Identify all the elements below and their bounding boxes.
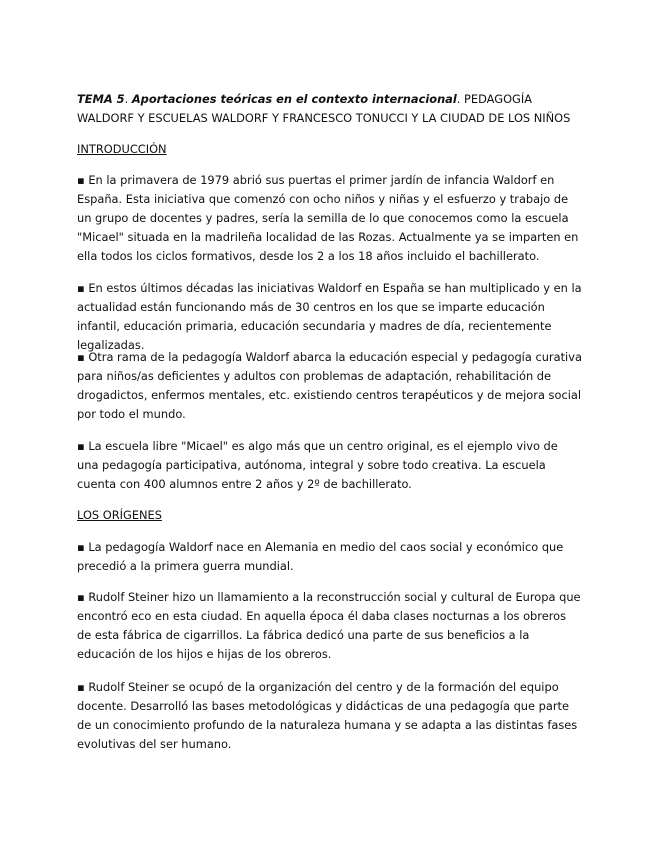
paragraph-text: ▪ La escuela libre "Micael" es algo más que un centro original, es el ejemplo vivo de una pedagogía participativa, autónoma, integral y sobre todo creativa. La escuela cuenta con 400 alumnos entre 2 años y 2º de bachillerato. bbox=[77, 439, 558, 491]
topic-label: TEMA 5 bbox=[77, 92, 125, 106]
paragraph-text: ▪ La pedagogía Waldorf nace en Alemania en medio del caos social y económico que precedió a la primera guerra mundial. bbox=[77, 540, 564, 573]
paragraph-text: ▪ En la primavera de 1979 abrió sus puertas el primer jardín de infancia Waldorf en España. Esta iniciativa que comenzó con ocho niños y niñas y el esfuerzo y trabajo de un grupo de docentes y padres, sería la semilla de lo que conocemos como la escuela "Micael" situada en la madrileña localidad de las Rozas. Actualmente ya se imparten en ella todos los ciclos formativos, desde los 2 a los 18 años incluido el bachillerato. bbox=[77, 173, 579, 263]
topic-bold-title: Aportaciones teóricas en el contexto internacional bbox=[131, 92, 457, 106]
title-separator: . bbox=[124, 92, 132, 106]
paragraph-text: ▪ Otra rama de la pedagogía Waldorf abarca la educación especial y pedagogía curativa para niños/as deficientes y adultos con problemas de adaptación, rehabilitación de drogadictos, enfermos mentales, etc. existiendo centros terapéuticos y de mejora social por todo el mundo. bbox=[77, 350, 582, 421]
section-heading-origenes: LOS ORÍGENES bbox=[77, 508, 162, 522]
paragraph bbox=[77, 437, 582, 494]
paragraph-text: ▪ Rudolf Steiner hizo un llamamiento a la reconstrucción social y cultural de Europa que encontró eco en esta ciudad. En aquella época él daba clases nocturnas a los obreros de esta fábrica de cigarrillos. La fábrica dedicó una parte de sus beneficios a la educación de los hijos e hijas de los obreros. bbox=[77, 590, 581, 661]
paragraph-text: ▪ En estos últimos décadas las iniciativas Waldorf en España se han multiplicado y en la actualidad están funcionando más de 30 centros en los que se imparte educación infantil, educación primaria, educación secundaria y madres de día, recientemente legalizadas. bbox=[77, 281, 582, 352]
paragraph bbox=[77, 678, 582, 754]
paragraph-text: ▪ Rudolf Steiner se ocupó de la organización del centro y de la formación del equipo docente. Desarrolló las bases metodológicas y didácticas de una pedagogía que parte de un conocimiento profundo de la naturaleza humana y se adapta a las distintas fases evolutivas del ser humano. bbox=[77, 680, 578, 751]
section-heading-introduccion: INTRODUCCIÓN bbox=[77, 142, 167, 156]
topic-subtitle: PEDAGOGÍA WALDORF Y ESCUELAS WALDORF Y FRANCESCO TONUCCI Y LA CIUDAD DE LOS NIÑOS bbox=[77, 92, 571, 125]
title-separator: . bbox=[456, 92, 465, 106]
paragraph bbox=[77, 348, 582, 424]
document-title bbox=[77, 90, 582, 128]
paragraph bbox=[77, 538, 582, 576]
paragraph bbox=[77, 588, 582, 664]
paragraph bbox=[77, 279, 582, 355]
paragraph bbox=[77, 171, 582, 266]
